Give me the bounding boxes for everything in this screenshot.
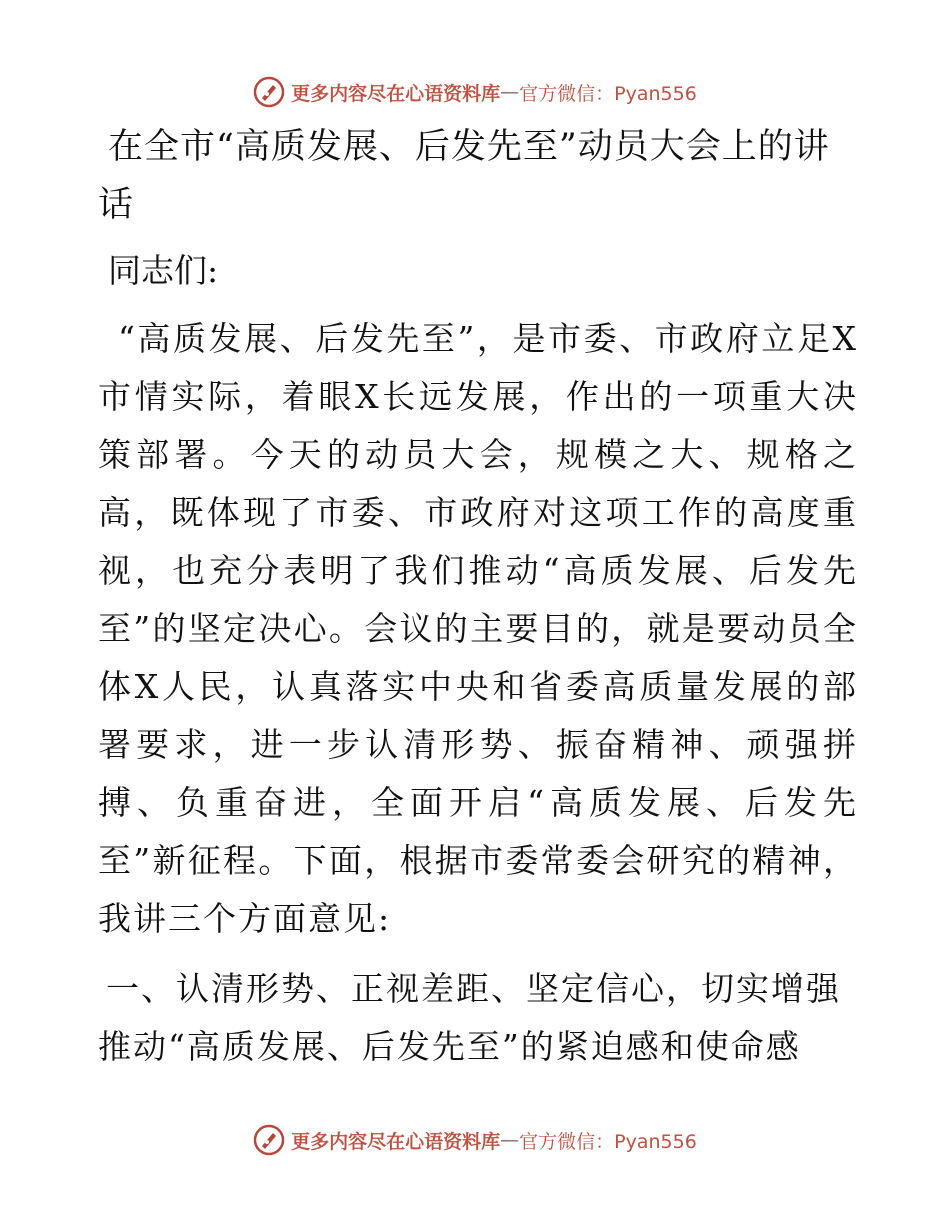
document-body [98, 118, 858, 1076]
watermark-separator: — [500, 1129, 520, 1151]
watermark-title: 更多内容尽在心语资料库 [291, 82, 501, 105]
salutation: 同志们: [108, 251, 219, 290]
watermark-title: 更多内容尽在心语资料库 [291, 1130, 501, 1153]
section-1-heading: 一、认清形势、正视差距、坚定信心，切实增强推动“高质发展、后发先至”的紧迫感和使命感 [98, 969, 841, 1066]
pen-logo-icon [253, 1124, 285, 1156]
paragraph-1: “高质发展、后发先至”，是市委、市政府立足X市情实际，着眼X长远发展，作出的一项重大决策部署。今天的动员大会，规模之大、规格之高，既体现了市委、市政府对这项工作的高度重视，也充分表明了我们推动“高质发展、后发先至”的坚定决心。会议的主要目的，就是要动员全体X人民，认真落实中央和省委高质量发展的部署要求，进一步认清形势、振奋精神、顽强拼搏、负重奋进，全面开启“高质发展、后发先至”新征程。下面，根据市委常委会研究的精神，我讲三个方面意见: [98, 319, 858, 938]
watermark-header [0, 72, 950, 112]
watermark-footer [0, 1120, 950, 1160]
watermark-separator: — [500, 81, 520, 103]
watermark-wechat: 官方微信：Pyan556 [519, 82, 697, 105]
watermark-wechat: 官方微信：Pyan556 [519, 1130, 697, 1153]
pen-logo-icon [253, 76, 285, 108]
document-title: 在全市“高质发展、后发先至”动员大会上的讲话 [98, 127, 830, 225]
